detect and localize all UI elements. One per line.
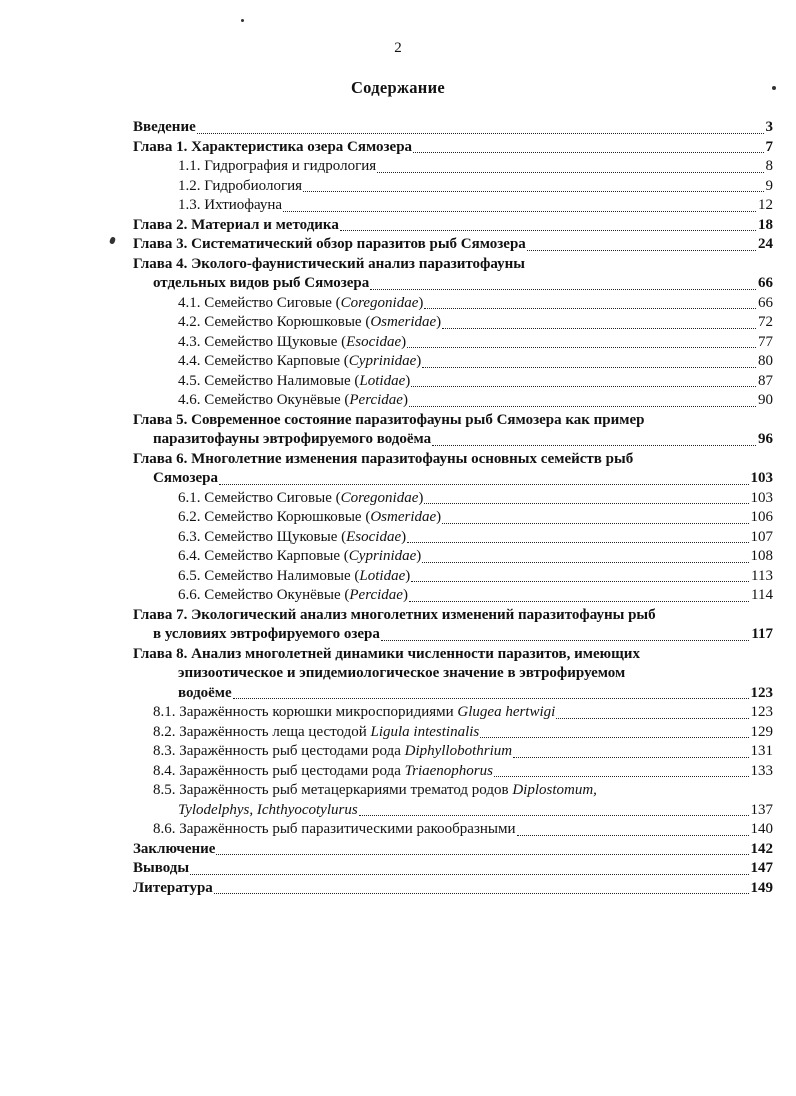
toc-entry-page: 18 <box>758 216 773 233</box>
toc-entry[interactable] <box>133 372 773 392</box>
toc-entry-page: 149 <box>750 879 773 896</box>
toc-entry[interactable] <box>133 391 773 411</box>
toc-entry-page: 129 <box>750 723 773 740</box>
toc-entry[interactable] <box>133 352 773 372</box>
toc-entry-page: 137 <box>750 801 773 818</box>
toc-entry-taxon: Glugea hertwigi <box>457 704 556 720</box>
toc-entry-label: 4.3. Семейство Щуковые (Esocidae) <box>178 333 407 350</box>
toc-leader-dots <box>517 835 749 836</box>
toc-entry-label: Глава 3. Систематический обзор паразитов рыб Сямозера <box>133 236 526 252</box>
toc-leader-dots <box>216 854 748 855</box>
toc-entry-page: 123 <box>750 684 773 701</box>
toc-leader-dots <box>422 562 748 563</box>
toc-entry[interactable] <box>133 664 773 684</box>
toc-entry-label: Заключение <box>133 840 216 857</box>
toc-entry[interactable] <box>133 450 773 470</box>
toc-leader-dots <box>494 776 749 777</box>
toc-entry-page: 66 <box>758 294 773 311</box>
toc-leader-dots <box>219 484 749 485</box>
toc-entry[interactable] <box>133 645 773 665</box>
toc-entry[interactable] <box>133 333 773 353</box>
toc-entry[interactable] <box>133 528 773 548</box>
toc-entry-taxon: Percidae <box>349 392 403 408</box>
toc-entry[interactable] <box>133 801 773 821</box>
toc-entry-page: 7 <box>765 138 773 155</box>
toc-entry-page: 107 <box>750 528 773 545</box>
toc-entry-label: в условиях эвтрофируемого озера <box>153 626 380 642</box>
toc-entry-label: 4.2. Семейство Корюшковые (Osmeridae) <box>178 314 442 330</box>
toc-entry-label: водоёме <box>178 684 232 701</box>
toc-entry-label: 4.1. Семейство Сиговые (Coregonidae) <box>178 294 424 311</box>
toc-entry-page: 108 <box>750 548 773 564</box>
toc-entry-page: 103 <box>750 489 773 506</box>
toc-leader-dots <box>197 133 764 134</box>
toc-leader-dots <box>432 445 756 446</box>
toc-entry[interactable] <box>133 118 773 138</box>
toc-entry-label <box>178 801 358 821</box>
toc-entry-label: 6.6. Семейство Окунёвые (Percidae) <box>178 587 408 603</box>
toc-leader-dots <box>513 757 748 758</box>
toc-entry[interactable] <box>133 684 773 704</box>
toc-leader-dots <box>303 191 763 192</box>
toc-entry-label: 1.2. Гидробиология <box>178 177 303 194</box>
toc-entry-label: 6.3. Семейство Щуковые (Esocidae) <box>178 528 407 545</box>
toc-entry-page: 87 <box>758 372 773 389</box>
toc-entry-page: 106 <box>750 509 773 525</box>
toc-entry-taxon: Tylodelphys, Ichthyocotylurus <box>178 801 358 818</box>
toc-leader-dots <box>413 152 763 153</box>
toc-leader-dots <box>411 386 756 387</box>
toc-entry-taxon: Esocidae <box>346 528 402 545</box>
toc-leader-dots <box>442 328 756 329</box>
toc-entry-label: 8.2. Заражённость леща цестодой Ligula intestinalis <box>153 723 480 740</box>
toc-leader-dots <box>377 172 763 173</box>
toc-entry[interactable] <box>133 469 773 489</box>
toc-entry-page: 117 <box>751 626 773 642</box>
toc-leader-dots <box>233 698 749 699</box>
toc-entry[interactable] <box>133 489 773 509</box>
toc-entry-page: 103 <box>750 470 773 486</box>
toc-entry[interactable] <box>133 294 773 314</box>
toc-entry[interactable] <box>133 625 773 645</box>
toc-entry-label: Глава 4. Эколого-фаунистический анализ паразитофауны <box>133 255 525 272</box>
toc-leader-dots <box>407 542 748 543</box>
toc-entry[interactable] <box>133 567 773 587</box>
toc-entry-page: 147 <box>750 860 773 876</box>
toc-entry[interactable] <box>133 313 773 333</box>
toc-leader-dots <box>556 718 748 719</box>
toc-entry[interactable] <box>133 274 773 294</box>
page-title: Содержание <box>350 78 446 97</box>
toc-entry-taxon: Lotidae <box>359 372 406 389</box>
page-number: 2 <box>394 40 402 56</box>
toc-entry[interactable] <box>133 177 773 197</box>
toc-entry[interactable] <box>133 430 773 450</box>
toc-entry[interactable] <box>133 157 773 177</box>
toc-entry[interactable] <box>133 411 773 431</box>
toc-entry[interactable] <box>133 820 773 840</box>
toc-entry-taxon: Osmeridae <box>370 509 437 525</box>
toc-entry-page: 133 <box>750 762 773 779</box>
toc-entry-page: 3 <box>765 119 773 135</box>
toc-entry-taxon: Cyprinidae <box>348 548 417 564</box>
toc-entry-label: 8.4. Заражённость рыб цестодами рода Triaenophorus <box>153 762 493 779</box>
toc-entry-label: Литература <box>133 879 213 896</box>
toc-entry-page: 66 <box>758 275 773 291</box>
toc-entry[interactable] <box>133 196 773 216</box>
toc-entry[interactable] <box>133 762 773 782</box>
toc-entry-label: 4.5. Семейство Налимовые (Lotidae) <box>178 372 411 389</box>
toc-entry-label: Сямозера <box>153 470 218 486</box>
toc-entry-page: 114 <box>751 587 773 603</box>
toc-leader-dots <box>424 308 756 309</box>
toc-leader-dots <box>411 581 749 582</box>
table-of-contents <box>133 118 773 898</box>
toc-entry-page: 77 <box>758 333 773 350</box>
toc-entry-label: Глава 6. Многолетние изменения паразитофауны основных семейств рыб <box>133 450 634 467</box>
toc-entry-label: эпизоотическое и эпидемиологическое значение в эвтрофируемом <box>178 665 626 681</box>
toc-entry-taxon: Esocidae <box>346 333 402 350</box>
toc-entry-page: 80 <box>758 353 773 369</box>
toc-leader-dots <box>409 601 749 602</box>
toc-entry-label: 6.1. Семейство Сиговые (Coregonidae) <box>178 489 424 506</box>
toc-entry[interactable] <box>133 742 773 762</box>
toc-entry-taxon: Lotidae <box>359 567 406 584</box>
toc-entry-taxon: Cyprinidae <box>348 353 417 369</box>
toc-entry-taxon: Ligula intestinalis <box>370 723 480 740</box>
toc-entry-label: отдельных видов рыб Сямозера <box>153 275 370 291</box>
toc-entry[interactable] <box>133 606 773 626</box>
toc-entry[interactable] <box>133 138 773 158</box>
toc-leader-dots <box>407 347 756 348</box>
toc-entry[interactable] <box>133 781 773 801</box>
toc-entry-label: паразитофауны эвтрофируемого водоёма <box>153 431 432 447</box>
toc-entry[interactable] <box>133 703 773 723</box>
toc-entry[interactable] <box>133 508 773 528</box>
toc-leader-dots <box>422 367 756 368</box>
toc-entry-label: Введение <box>133 119 196 135</box>
toc-entry-taxon: Diplostomum, <box>512 782 597 798</box>
toc-entry-page: 123 <box>750 704 773 720</box>
toc-entry[interactable] <box>133 547 773 567</box>
toc-entry-page: 8 <box>765 158 773 174</box>
toc-entry-page: 24 <box>758 236 773 252</box>
toc-entry-label: Глава 5. Современное состояние паразитофауны рыб Сямозера как пример <box>133 411 645 428</box>
toc-entry-taxon: Diphyllobothrium <box>404 743 513 759</box>
toc-entry[interactable] <box>133 723 773 743</box>
toc-leader-dots <box>340 230 756 231</box>
toc-entry-label: 8.5. Заражённость рыб метацеркариями трематод родов Diplostomum, <box>153 782 597 798</box>
toc-entry-label: 4.4. Семейство Карповые (Cyprinidae) <box>178 353 422 369</box>
toc-leader-dots <box>370 289 756 290</box>
toc-entry-label: 6.4. Семейство Карповые (Cyprinidae) <box>178 548 422 564</box>
toc-leader-dots <box>381 640 749 641</box>
toc-entry-taxon: Coregonidae <box>340 489 419 506</box>
toc-entry-label: 6.2. Семейство Корюшковые (Osmeridae) <box>178 509 442 525</box>
toc-entry-label: 1.3. Ихтиофауна <box>178 197 283 213</box>
toc-entry-label: 4.6. Семейство Окунёвые (Percidae) <box>178 392 408 408</box>
toc-entry-label: Выводы <box>133 860 190 876</box>
toc-entry-taxon: Percidae <box>349 587 403 603</box>
toc-entry[interactable] <box>133 216 773 236</box>
toc-entry-page: 140 <box>750 821 773 837</box>
toc-leader-dots <box>214 893 749 894</box>
toc-entry-page: 96 <box>758 431 773 447</box>
toc-entry[interactable] <box>133 255 773 275</box>
toc-entry-label: Глава 1. Характеристика озера Сямозера <box>133 138 413 155</box>
toc-leader-dots <box>424 503 748 504</box>
toc-entry-label: 8.3. Заражённость рыб цестодами рода Diphyllobothrium <box>153 743 513 759</box>
toc-entry-taxon: Triaenophorus <box>404 762 493 779</box>
toc-entry-page: 72 <box>758 314 773 330</box>
toc-entry-page: 9 <box>765 177 773 194</box>
scan-artifact-mark <box>109 236 116 244</box>
toc-leader-dots <box>480 737 748 738</box>
toc-entry-page: 113 <box>751 567 773 584</box>
toc-entry[interactable] <box>133 586 773 606</box>
toc-leader-dots <box>409 406 756 407</box>
toc-leader-dots <box>527 250 756 251</box>
toc-entry-page: 12 <box>758 197 773 213</box>
scan-artifact-dot <box>241 19 244 22</box>
toc-entry-label: 1.1. Гидрография и гидрология <box>178 158 377 174</box>
toc-entry-page: 90 <box>758 392 773 408</box>
toc-leader-dots <box>442 523 748 524</box>
toc-entry-taxon: Coregonidae <box>340 294 419 311</box>
toc-entry[interactable] <box>133 879 773 899</box>
toc-leader-dots <box>190 874 748 875</box>
toc-leader-dots <box>359 815 749 816</box>
toc-entry[interactable] <box>133 840 773 860</box>
toc-entry-label: 6.5. Семейство Налимовые (Lotidae) <box>178 567 411 584</box>
toc-entry-page: 131 <box>750 743 773 759</box>
toc-entry-label: 8.6. Заражённость рыб паразитическими ракообразными <box>153 821 516 837</box>
toc-leader-dots <box>283 211 756 212</box>
toc-entry-taxon: Osmeridae <box>370 314 437 330</box>
toc-entry-label: 8.1. Заражённость корюшки микроспоридиями Glugea hertwigi <box>153 704 556 720</box>
toc-entry[interactable] <box>133 235 773 255</box>
toc-entry[interactable] <box>133 859 773 879</box>
toc-entry-label: Глава 2. Материал и методика <box>133 216 339 233</box>
toc-entry-label: Глава 8. Анализ многолетней динамики численности паразитов, имеющих <box>133 645 640 662</box>
toc-entry-label: Глава 7. Экологический анализ многолетних изменений паразитофауны рыб <box>133 606 656 623</box>
toc-entry-page: 142 <box>750 840 773 857</box>
